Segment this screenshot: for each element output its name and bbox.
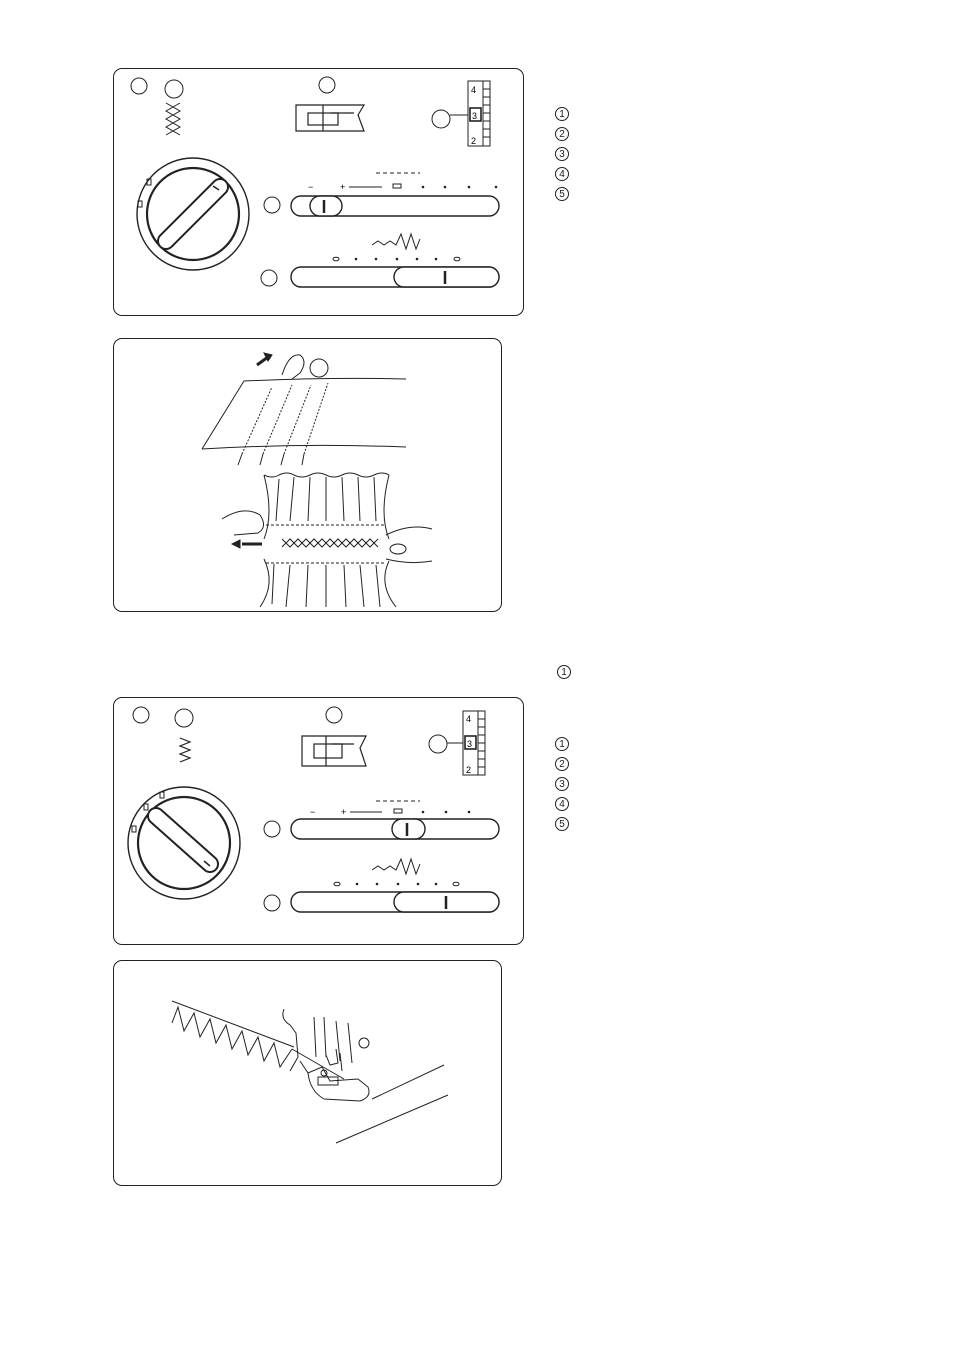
pattern-selector-dial	[128, 787, 240, 899]
stitch-width-scale	[333, 234, 460, 261]
legend-item	[555, 794, 569, 814]
callout-standalone	[557, 662, 571, 682]
callout-number: 5	[555, 817, 569, 831]
tension-label-top: 4	[471, 85, 477, 95]
stitch-width-scale	[334, 859, 459, 886]
illustration-panel-smocking	[113, 338, 502, 612]
legend-item	[555, 814, 569, 834]
thread-tension-dial	[450, 81, 490, 146]
illustration-panel-shell-tuck	[113, 960, 502, 1186]
presser-foot-icon	[296, 105, 364, 131]
legend-list-smocking	[555, 104, 569, 204]
settings-diagram-smocking	[114, 69, 525, 317]
legend-list-shell-tuck	[555, 734, 569, 834]
callout-number: 5	[555, 187, 569, 201]
tension-label-bottom: 2	[466, 765, 472, 775]
legend-item	[557, 662, 571, 682]
stitch-length-scale	[350, 801, 470, 813]
stitch-length-slider[interactable]	[291, 196, 499, 216]
pattern-selector-dial	[137, 158, 249, 270]
callout-number: 2	[555, 127, 569, 141]
callout-number: 1	[555, 107, 569, 121]
callout-number: 4	[555, 167, 569, 181]
settings-panel-shell-tuck	[113, 697, 524, 945]
callout-number: 2	[555, 757, 569, 771]
legend-item	[555, 734, 569, 754]
presser-foot-icon	[302, 736, 366, 766]
tension-label-selected: 3	[472, 111, 478, 121]
stitch-length-slider[interactable]	[291, 819, 499, 839]
callout-number: 4	[555, 797, 569, 811]
smocking-fabric-illustration	[114, 339, 503, 613]
callout-number: 1	[557, 665, 571, 679]
settings-diagram-shell-tuck	[114, 698, 525, 946]
legend-item	[555, 754, 569, 774]
callout-number: 3	[555, 777, 569, 791]
tension-label-top: 4	[466, 714, 472, 724]
shell-tuck-stitch-icon	[180, 738, 190, 762]
stitch-length-scale	[349, 173, 497, 188]
tension-label-selected: 3	[467, 739, 473, 749]
length-minus-label: −	[308, 182, 314, 192]
legend-item	[555, 104, 569, 124]
callout-number: 1	[555, 737, 569, 751]
legend-item	[555, 184, 569, 204]
legend-item	[555, 164, 569, 184]
legend-item	[555, 774, 569, 794]
smocking-stitch-icon	[166, 103, 180, 135]
shell-tuck-sewing-illustration	[114, 961, 503, 1187]
length-plus-label: +	[340, 182, 346, 192]
tension-label-bottom: 2	[471, 136, 477, 146]
callout-number: 3	[555, 147, 569, 161]
stitch-width-slider[interactable]	[291, 892, 499, 912]
legend-item	[555, 144, 569, 164]
settings-panel-smocking	[113, 68, 524, 316]
length-plus-label: +	[341, 807, 347, 817]
legend-item	[555, 124, 569, 144]
length-minus-label: −	[310, 807, 316, 817]
stitch-width-slider[interactable]	[291, 267, 499, 287]
